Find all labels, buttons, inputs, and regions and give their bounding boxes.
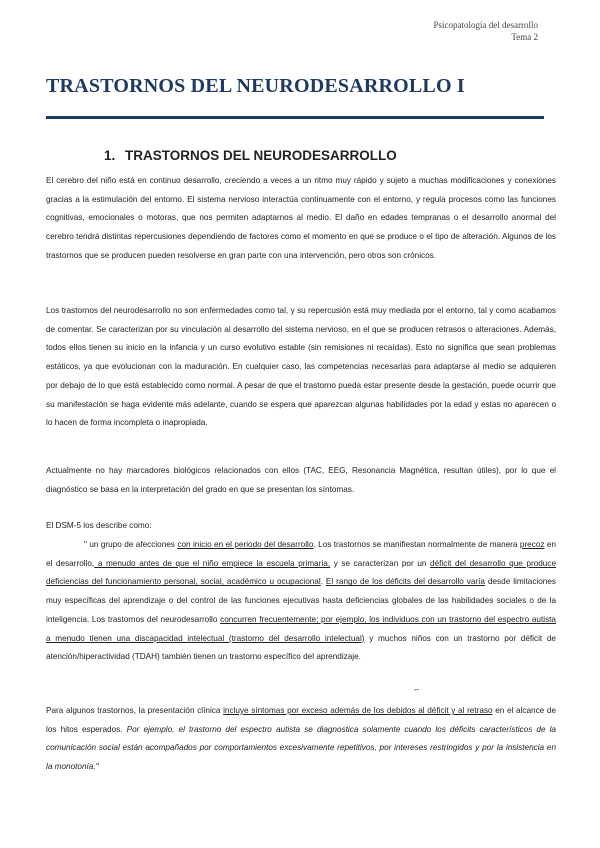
paragraph-2: Los trastornos del neurodesarrollo no son enfermedades como tal, y su repercusión está muy mediada por el entorno, tal y como acabamos de comentar. Se caracterizan por su vinculación al desarrollo del sistema nervioso, en el que se producen retrasos o alteraciones. Además, todos ellos tienen su inicio en la infancia y un curso evolutivo estable (sin remisiones ni recaídas). Esto no significa que sean problemas estáticos, ya que evolucionan con la maduración. En cualquier caso, las competencias necesarias para adaptarse al medio se adquieren por debajo de lo que está establecido como normal. A pesar de que el trastorno pueda estar presente desde la gestación, puede ocurrir que su manifestación se haga evidente más adelante, cuando se espera que aparezcan algunas habilidades por la edad y estas no aparecen o lo hacen de forma incompleta o inapropiada. (46, 306, 556, 428)
quote-text: " un grupo de afecciones (84, 540, 178, 549)
quote-underlined: a menudo antes de que el niño empiece la escuela primaria, (94, 558, 331, 568)
quote-text: . Los trastornos se manifiestan normalmente de manera (313, 540, 520, 549)
paragraph-5 (46, 702, 556, 777)
quote-text: y se caracterizan por un (330, 558, 431, 568)
paragraph-4: El DSM-5 los describe como: (46, 521, 152, 530)
title-underline-rule (46, 116, 544, 119)
section-title: TRASTORNOS DEL NEURODESARROLLO (125, 148, 397, 163)
quote-underlined: precoz (519, 540, 545, 549)
dsm5-quote (46, 536, 556, 667)
quote-text: . (320, 577, 326, 587)
paragraph-3: Actualmente no hay marcadores biológicos relacionados con ellos (TAC, EEG, Resonancia Magnética, resultan útiles), por lo que el diagnóstico se basa en la interpretación del grado en que se presentan los síntomas. (46, 466, 556, 494)
quote-text: y muchos niños con un trastorno por déficit de atención/hiperactividad (TDAH) también tienen un trastorno específico del aprendizaje. (46, 633, 556, 662)
paragraph-1: El cerebro del niño está en continuo desarrollo, creciendo a veces a un ritmo muy rápido y sujeto a muchas modificaciones y conexiones gracias a la estimulación del entorno. El sistema nervioso interactúa continuamente con el entorno, y regula procesos como las funciones cognitivas, emocionales o motoras, que nos permiten adaptarnos al medio. El daño en edades tempranas o el desarrollo anormal del cerebro tendrá distintas repercusiones dependiendo de factores como el momento en que se produce o el tipo de alteración. Algunos de los trastornos que se producen pueden resolverse en gran parte con una intervención, pero otros son crónicos. (46, 176, 556, 260)
section-number: 1. (104, 148, 116, 163)
quote-underlined: con inicio en el periodo del desarrollo (177, 540, 314, 549)
paragraph-text: Para algunos trastornos, la presentación clínica (46, 706, 224, 715)
quote-underlined: El rango de los déficits del desarrollo varía (325, 577, 485, 587)
header-topic: Tema 2 (511, 32, 538, 42)
quote-underlined: concurren frecuentemente; por ejemplo, los individuos con un trastorno del espectro autista a menudo tienen una discapacidad intelectual (trastorno del desarrollo intelectual) (46, 614, 556, 643)
separator-dash: – (414, 684, 420, 694)
quote-underlined: déficit del desarrollo que produce deficiencias del funcionamiento personal, social, académico u ocupacional (46, 558, 556, 587)
quote-text: en el desarrollo, (46, 540, 557, 568)
paragraph-italic: Por ejemplo, el trastorno del espectro autista se diagnostica solamente cuando los déficits característicos de la comunicación social están acompañados por comportamientos excesivamente repetitivos, por intereses restringidos y por la insistencia en la monotonía." (46, 724, 556, 772)
section-heading (104, 148, 397, 163)
paragraph-underlined: incluye síntomas por exceso además de los debidos al déficit y al retraso (223, 706, 493, 715)
page-header (434, 19, 538, 43)
quote-text: desde limitaciones muy específicas del aprendizaje o del control de las funciones ejecutivas hasta deficiencias globales de las habilidades sociales o de la inteligencia. Los trastornos del neurodesarrollo (46, 577, 556, 624)
document-title: TRASTORNOS DEL NEURODESARROLLO I (46, 75, 465, 97)
header-subject: Psicopatología del desarrollo (433, 20, 538, 30)
paragraph-text: en el alcance de los hitos esperados. (46, 706, 557, 734)
